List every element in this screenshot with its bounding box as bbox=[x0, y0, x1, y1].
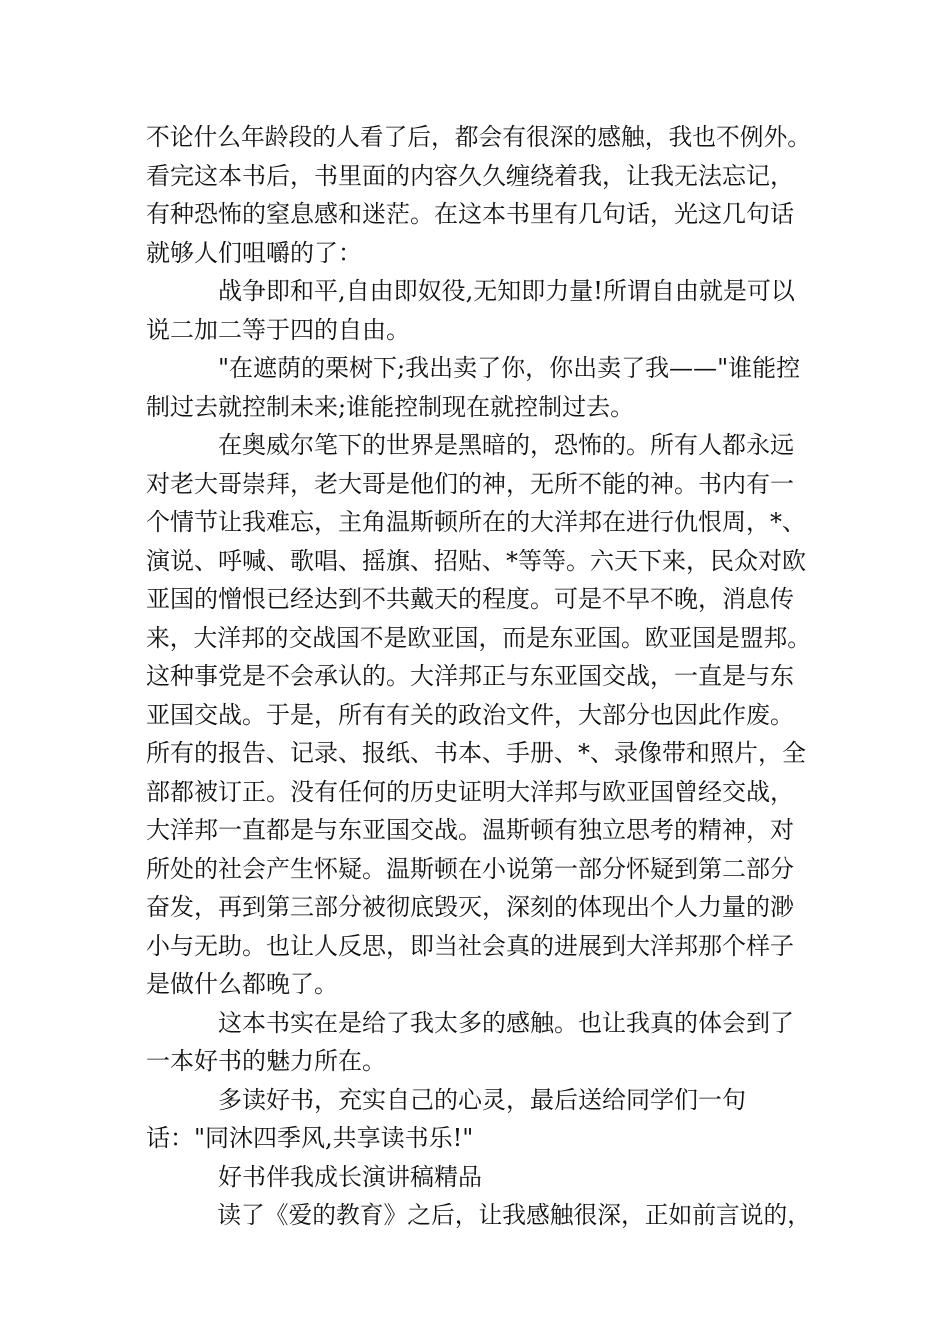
document-body bbox=[146, 118, 811, 1235]
text-line: 小与无助。也让人反思，即当社会真的进展到大洋邦那个样子 bbox=[146, 931, 794, 960]
text-line: 所有的报告、记录、报纸、书本、手册、*、录像带和照片，全 bbox=[146, 739, 806, 767]
paragraph-p7 bbox=[146, 1158, 811, 1197]
text-line: 这本书实在是给了我太多的感触。也让我真的体会到了 bbox=[218, 1008, 794, 1037]
text-line: 一本好书的魅力所在。 bbox=[146, 1047, 386, 1075]
text-line: 战争即和平,自由即奴役,无知即力量!所谓自由就是可以 bbox=[218, 277, 795, 305]
text-line: 制过去就控制未来;谁能控制现在就控制过去。 bbox=[146, 392, 635, 421]
text-line: "在遮荫的栗树下;我出卖了你，你出卖了我——"谁能控 bbox=[218, 354, 801, 382]
text-line: 有种恐怖的窒息感和迷茫。在这本书里有几句话，光这几句话 bbox=[146, 200, 794, 228]
paragraph-p8 bbox=[146, 1196, 811, 1235]
paragraph-p1 bbox=[146, 118, 811, 272]
text-line: 部都被订正。没有任何的历史证明大洋邦与欧亚国曾经交战， bbox=[146, 777, 794, 806]
text-line: 来，大洋邦的交战国不是欧亚国，而是东亚国。欧亚国是盟邦。 bbox=[146, 623, 811, 652]
text-line: 这种事党是不会承认的。大洋邦正与东亚国交战，一直是与东 bbox=[146, 662, 794, 690]
text-line: 对老大哥崇拜，老大哥是他们的神，无所不能的神。书内有一 bbox=[146, 469, 794, 498]
text-line: 在奥威尔笔下的世界是黑暗的，恐怖的。所有人都永远 bbox=[218, 431, 794, 459]
text-line: 奋发，再到第三部分被彻底毁灭，深刻的体现出个人力量的渺 bbox=[146, 893, 794, 921]
paragraph-p2 bbox=[146, 272, 811, 349]
text-line: 演说、呼喊、歌唱、摇旗、招贴、*等等。六天下来，民众对欧 bbox=[146, 546, 806, 575]
text-line: 多读好书，充实自己的心灵，最后送给同学们一句 bbox=[218, 1085, 746, 1114]
text-line: 就够人们咀嚼的了： bbox=[146, 238, 362, 267]
paragraph-p5 bbox=[146, 1004, 811, 1081]
text-line: 话："同沐四季风,共享读书乐!" bbox=[146, 1124, 474, 1152]
paragraph-p4 bbox=[146, 426, 811, 1004]
text-line: 亚国交战。于是，所有有关的政治文件，大部分也因此作废。 bbox=[146, 700, 794, 729]
text-line: 大洋邦一直都是与东亚国交战。温斯顿有独立思考的精神，对 bbox=[146, 816, 794, 844]
paragraph-p6 bbox=[146, 1081, 811, 1158]
text-line: 读了《爱的教育》之后，让我感触很深，正如前言说的， bbox=[217, 1201, 811, 1229]
text-line: 个情节让我难忘，主角温斯顿所在的大洋邦在进行仇恨周，*、 bbox=[146, 508, 806, 536]
text-line: 不论什么年龄段的人看了后，都会有很深的感触，我也不例外。 bbox=[146, 123, 811, 151]
section-heading: 好书伴我成长演讲稿精品 bbox=[218, 1162, 482, 1191]
text-line: 看完这本书后，书里面的内容久久缠绕着我，让我无法忘记， bbox=[146, 161, 794, 190]
paragraph-p3 bbox=[146, 349, 811, 426]
text-line: 说二加二等于四的自由。 bbox=[146, 315, 410, 344]
text-line: 亚国的憎恨已经达到不共戴天的程度。可是不早不晚，消息传 bbox=[146, 585, 794, 613]
text-line: 所处的社会产生怀疑。温斯顿在小说第一部分怀疑到第二部分 bbox=[146, 854, 794, 883]
text-line: 是做什么都晚了。 bbox=[146, 970, 338, 998]
